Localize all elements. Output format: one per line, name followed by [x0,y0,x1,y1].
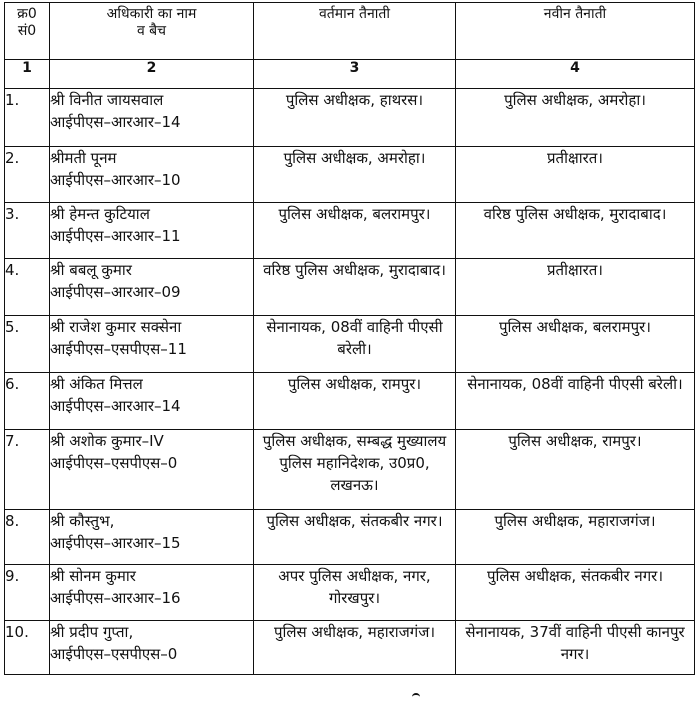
table-row [5,316,695,373]
header-current-posting: वर्तमान तैनाती [254,3,456,60]
officer-name: श्री बबलू कुमार [50,261,132,279]
column-number: 4 [456,60,695,89]
officer-cell [50,621,254,675]
officer-name: श्री हेमन्त कुटियाल [50,205,150,223]
officer-name: श्री राजेश कुमार सक्सेना [50,318,182,336]
officer-batch: आईपीएस–आरआर–16 [50,589,181,607]
officer-name: श्री अशोक कुमार–IV [50,432,164,450]
serial-number: 6. [5,373,50,430]
new-posting: पुलिस अधीक्षक, संतकबीर नगर। [456,565,695,621]
officer-name: श्री विनीत जायसवाल [50,91,164,109]
new-posting: पुलिस अधीक्षक, बलरामपुर। [456,316,695,373]
current-posting: पुलिस अधीक्षक, सम्बद्ध मुख्यालय पुलिस महानिदेशक, उ0प्र0, लखनऊ। [254,430,456,510]
serial-number: 1. [5,89,50,147]
officer-batch: आईपीएस–आरआर–14 [50,397,181,415]
officer-name: श्रीमती पूनम [50,149,117,167]
officer-batch: आईपीएस–आरआर–10 [50,171,181,189]
table-row [5,565,695,621]
table-row [5,373,695,430]
serial-number: 4. [5,259,50,316]
officer-name: श्री अंकित मित्तल [50,375,143,393]
new-posting: प्रतीक्षारत। [456,259,695,316]
column-number-row [5,60,695,89]
current-posting: सेनानायक, 08वीं वाहिनी पीएसी बरेली। [254,316,456,373]
table-row [5,89,695,147]
serial-number: 8. [5,510,50,565]
current-posting: पुलिस अधीक्षक, महाराजगंज। [254,621,456,675]
serial-number: 10. [5,621,50,675]
header-row [5,3,695,60]
current-posting: पुलिस अधीक्षक, संतकबीर नगर। [254,510,456,565]
transfer-table [4,2,695,675]
officer-cell [50,89,254,147]
new-posting: पुलिस अधीक्षक, रामपुर। [456,430,695,510]
serial-number: 2. [5,147,50,203]
officer-batch: आईपीएस–आरआर–09 [50,283,181,301]
current-posting: वरिष्ठ पुलिस अधीक्षक, मुरादाबाद। [254,259,456,316]
column-number: 3 [254,60,456,89]
table-row [5,259,695,316]
new-posting: पुलिस अधीक्षक, अमरोहा। [456,89,695,147]
column-number: 1 [5,60,50,89]
current-posting: पुलिस अधीक्षक, बलरामपुर। [254,203,456,259]
current-posting: पुलिस अधीक्षक, हाथरस। [254,89,456,147]
current-posting: अपर पुलिस अधीक्षक, नगर, गोरखपुर। [254,565,456,621]
officer-cell [50,203,254,259]
serial-number: 9. [5,565,50,621]
table-row [5,147,695,203]
header-officer: अधिकारी का नाम व बैच [50,3,254,60]
table-row [5,510,695,565]
new-posting: सेनानायक, 37वीं वाहिनी पीएसी कानपुर नगर। [456,621,695,675]
current-posting: पुलिस अधीक्षक, रामपुर। [254,373,456,430]
new-posting: वरिष्ठ पुलिस अधीक्षक, मुरादाबाद। [456,203,695,259]
officer-cell [50,430,254,510]
officer-name: श्री कौस्तुभ, [50,512,115,530]
officer-name: श्री सोनम कुमार [50,567,136,585]
officer-batch: आईपीएस–एसपीएस–0 [50,454,178,472]
officer-cell [50,565,254,621]
officer-cell [50,147,254,203]
officer-batch: आईपीएस–आरआर–14 [50,113,181,131]
table-row [5,203,695,259]
new-posting: पुलिस अधीक्षक, महाराजगंज। [456,510,695,565]
officer-batch: आईपीएस–आरआर–11 [50,227,181,245]
serial-number: 5. [5,316,50,373]
column-number: 2 [50,60,254,89]
serial-number: 3. [5,203,50,259]
table-row [5,430,695,510]
new-posting: प्रतीक्षारत। [456,147,695,203]
header-serial: क्र0 सं0 [5,3,50,60]
officer-cell [50,316,254,373]
current-posting: पुलिस अधीक्षक, अमरोहा। [254,147,456,203]
header-new-posting: नवीन तैनाती [456,3,695,60]
officer-batch: आईपीएस–आरआर–15 [50,534,181,552]
officer-cell [50,373,254,430]
new-posting: सेनानायक, 08वीं वाहिनी पीएसी बरेली। [456,373,695,430]
officer-name: श्री प्रदीप गुप्ता, [50,623,134,641]
officer-batch: आईपीएस–एसपीएस–0 [50,645,178,663]
officer-cell [50,510,254,565]
serial-number: 7. [5,430,50,510]
officer-cell [50,259,254,316]
table-row [5,621,695,675]
officer-batch: आईपीएस–एसपीएस–11 [50,340,187,358]
